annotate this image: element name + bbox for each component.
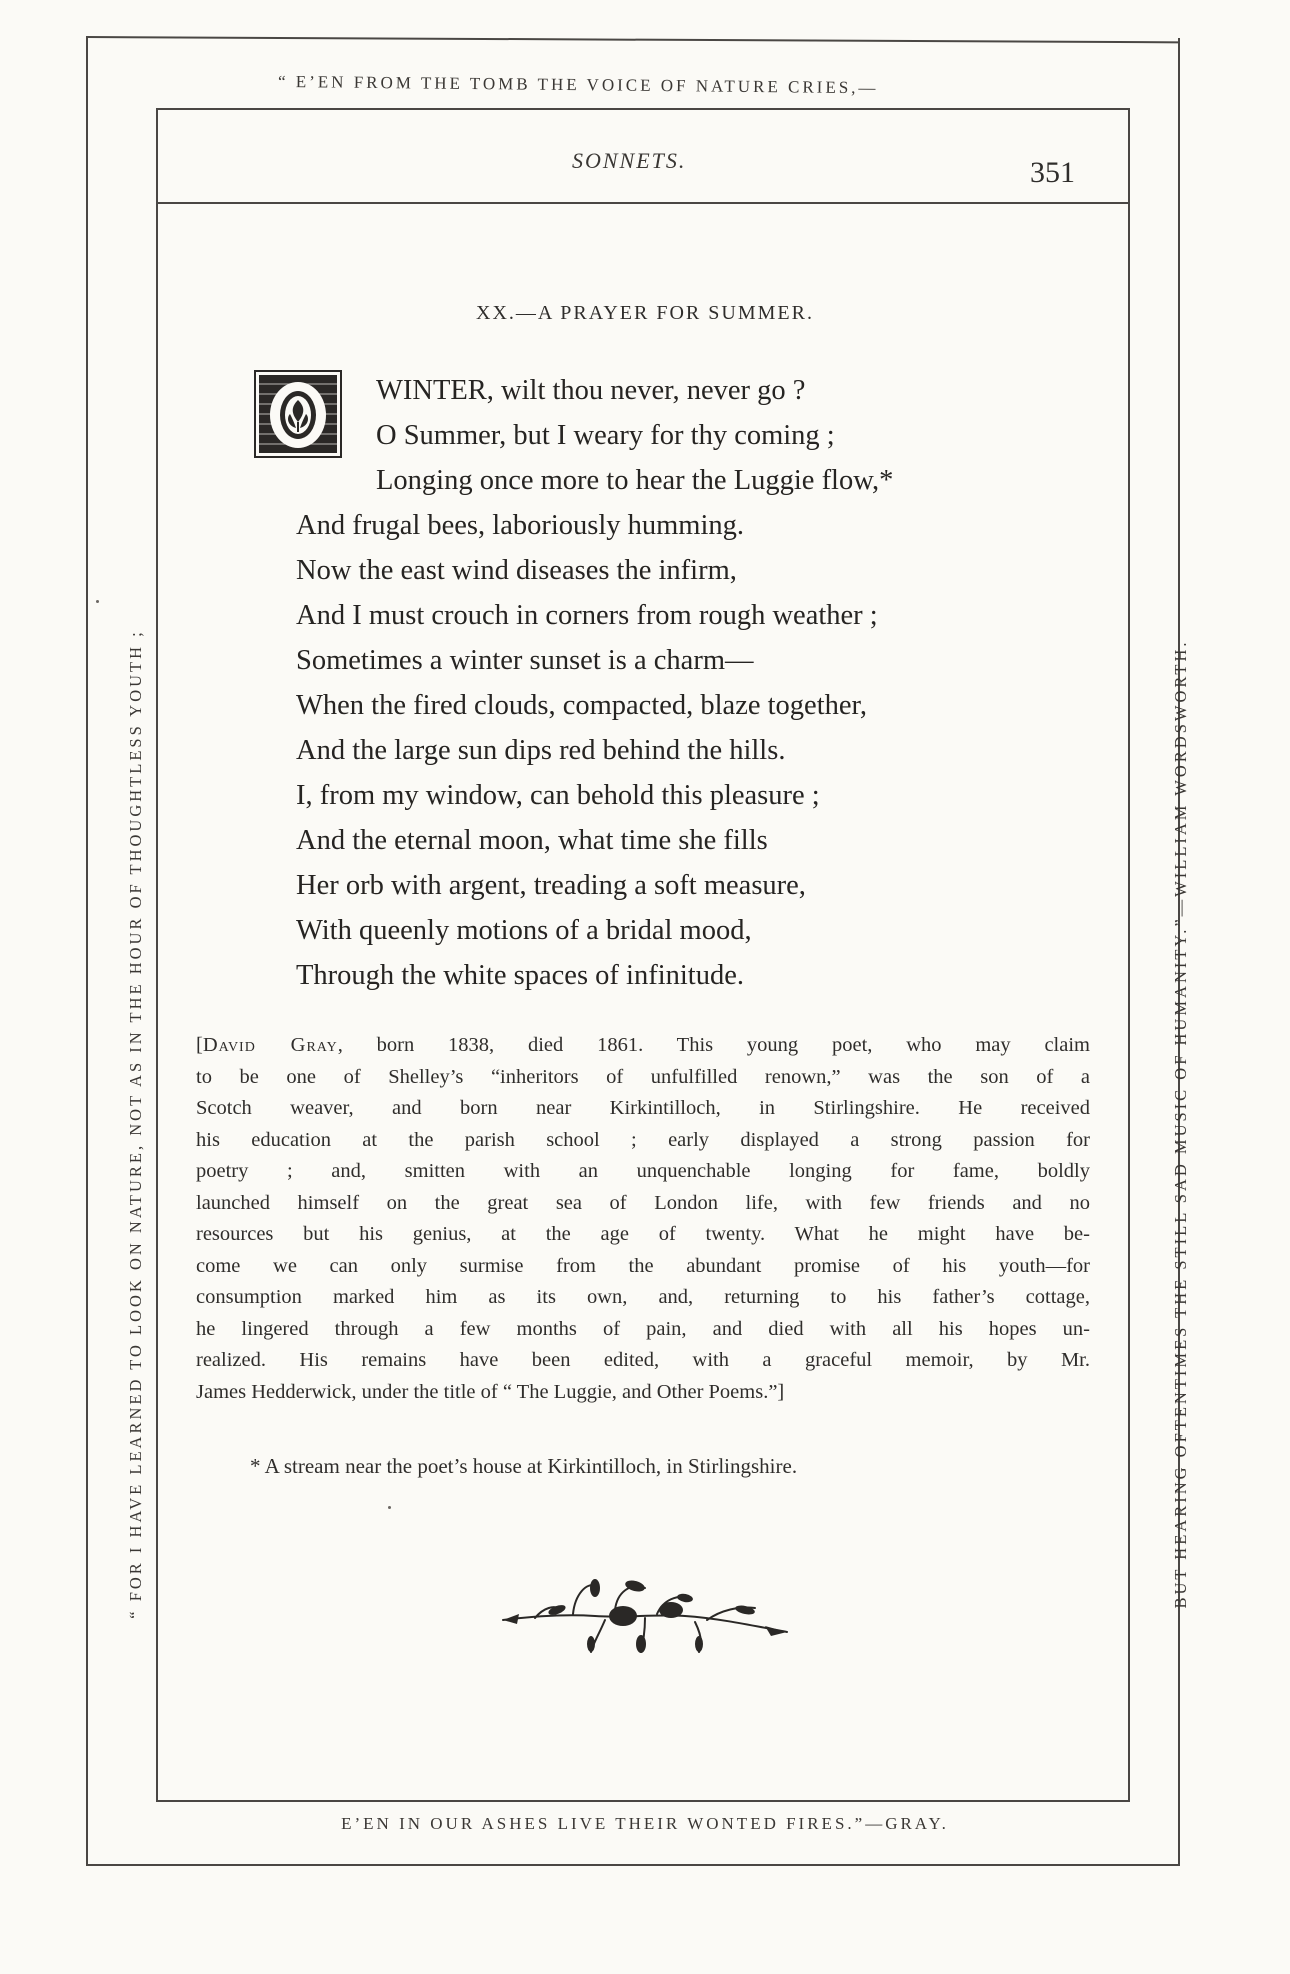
poem-line: And I must crouch in corners from rough weather ; [296, 600, 878, 631]
poem-line: Sometimes a winter sunset is a charm— [296, 645, 754, 676]
footnote: * A stream near the poet’s house at Kirkintilloch, in Stirlingshire. [250, 1454, 798, 1478]
bio-line: consumption marked him as its own, and, returning to his father’s cottage, [196, 1286, 1090, 1308]
border-quote-right: BUT HEARING OFTENTIMES THE STILL SAD MUSIC OF HUMANITY.”—WILLIAM WORDSWORTH. [1171, 639, 1190, 1609]
border-quote-top: “ E’EN FROM THE TOMB THE VOICE OF NATURE CRIES,— [277, 72, 879, 98]
poem-line: With queenly motions of a bridal mood, [296, 915, 752, 946]
bio-open-bracket: [ [196, 1034, 203, 1056]
floral-tailpiece-ornament [495, 1574, 795, 1654]
poem-body [296, 368, 893, 998]
bio-line: poetry ; and, smitten with an unquenchable longing for fame, boldly [196, 1160, 1090, 1182]
bio-author-name: David Gray [202, 1034, 338, 1056]
poem-line: And the large sun dips red behind the hills. [296, 735, 786, 766]
border-quote-bottom: E’EN IN OUR ASHES LIVE THEIR WONTED FIRES.”—GRAY. [341, 1814, 949, 1833]
poem-line: Her orb with argent, treading a soft measure, [296, 870, 806, 901]
poem-line: Now the east wind diseases the infirm, [296, 555, 737, 586]
poem-line: I, from my window, can behold this pleasure ; [296, 780, 820, 811]
bio-line-text: , born 1838, died 1861. This young poet, who may claim [337, 1034, 1090, 1056]
bio-line: come we can only surmise from the abundant promise of his youth—for [196, 1254, 1090, 1277]
bio-line: James Hedderwick, under the title of “ The Luggie, and Other Poems.”] [196, 1380, 785, 1403]
poem-line: O Summer, but I weary for thy coming ; [376, 420, 835, 451]
poem-line: WINTER, wilt thou never, never go ? [376, 375, 806, 406]
bio-line: Scotch weaver, and born near Kirkintilloch, in Stirlingshire. He received [196, 1097, 1090, 1119]
bio-line: his education at the parish school ; early displayed a strong passion for [196, 1128, 1090, 1151]
print-speck [96, 600, 99, 603]
bio-line: resources but his genius, at the age of twenty. What he might have be- [196, 1223, 1090, 1245]
biographical-note [196, 1030, 1090, 1408]
print-speck [388, 1506, 391, 1509]
poem-line: Longing once more to hear the Luggie flow,* [376, 465, 894, 496]
bio-line: realized. His remains have been edited, with a graceful memoir, by Mr. [196, 1349, 1090, 1371]
bio-line: launched himself on the great sea of London life, with few friends and no [196, 1191, 1090, 1214]
page-number: 351 [1030, 156, 1075, 189]
bio-line [196, 1030, 1090, 1062]
drop-cap-letter: O [297, 420, 299, 421]
poem-line: Through the white spaces of infinitude. [296, 960, 744, 991]
poem-title: XX.—A PRAYER FOR SUMMER. [476, 302, 814, 324]
running-head: SONNETS. [572, 148, 687, 173]
bio-line: he lingered through a few months of pain, and died with all his hopes un- [196, 1317, 1090, 1340]
bio-line: to be one of Shelley’s “inheritors of unfulfilled renown,” was the son of a [196, 1065, 1090, 1088]
poem-line: And the eternal moon, what time she fills [296, 825, 768, 856]
poem-line: When the fired clouds, compacted, blaze together, [296, 690, 867, 721]
floral-ornament-icon [495, 1574, 795, 1654]
border-quote-left: “ FOR I HAVE LEARNED TO LOOK ON NATURE, NOT AS IN THE HOUR OF THOUGHTLESS YOUTH ; [126, 629, 145, 1619]
poem-line: And frugal bees, laboriously humming. [296, 510, 745, 541]
